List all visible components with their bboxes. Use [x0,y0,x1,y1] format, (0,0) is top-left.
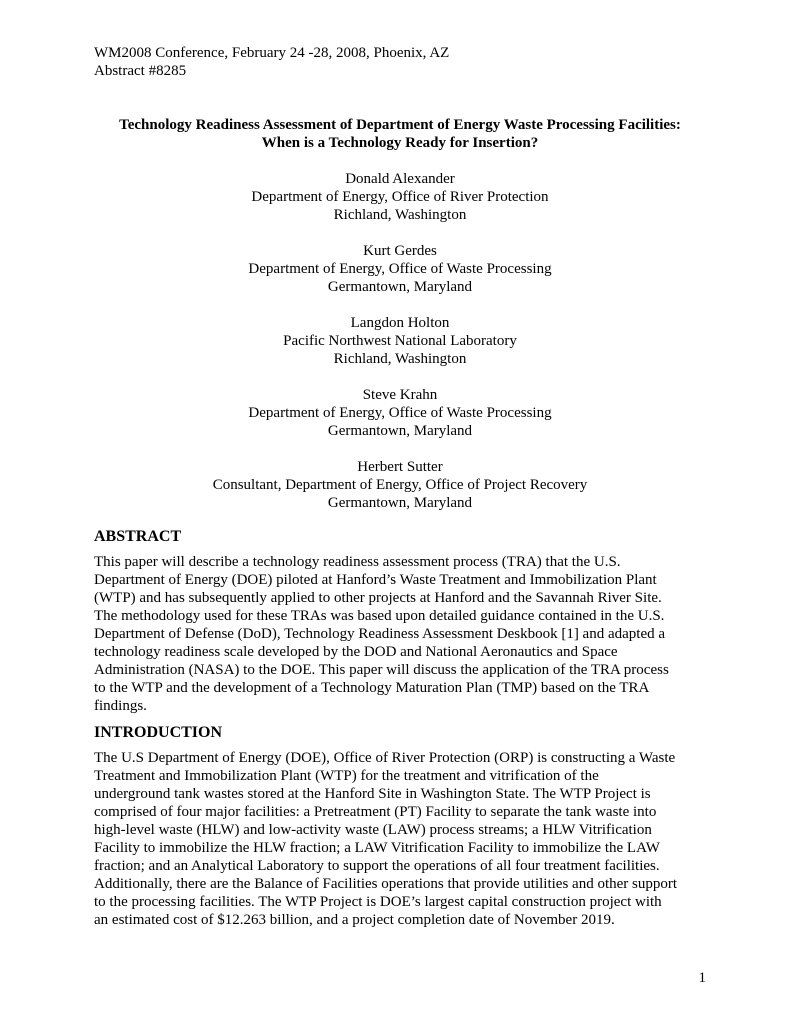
page-header [94,44,449,80]
author-location: Germantown, Maryland [327,495,473,511]
author-block [60,386,740,440]
author-affiliation: Consultant, Department of Energy, Office of Project Recovery [212,477,588,493]
text-line: This paper will describe a technology readiness assessment process (TRA) that the U.S. [94,554,621,570]
text-line: The methodology used for these TRAs was based upon detailed guidance contained in the U.S. [94,608,665,624]
author-affiliation: Pacific Northwest National Laboratory [283,333,517,349]
page-number: 1 [698,970,706,986]
text-line: Administration (NASA) to the DOE. This paper will discuss the application of the TRA process [94,662,669,678]
author-list [60,170,740,530]
author-affiliation: Department of Energy, Office of Waste Processing [248,405,552,421]
text-line: comprised of four major facilities: a Pretreatment (PT) Facility to separate the tank waste into [94,804,657,820]
title-line-2: When is a Technology Ready for Insertion? [261,135,539,151]
text-line: The U.S Department of Energy (DOE), Office of River Protection (ORP) is constructing a Waste [94,750,676,766]
author-location: Richland, Washington [333,207,467,223]
text-line: to the WTP and the development of a Technology Maturation Plan (TMP) based on the TRA [94,680,650,696]
author-block [60,242,740,296]
text-line: high-level waste (HLW) and low-activity waste (LAW) process streams; a HLW Vitrification [94,822,652,838]
conference-line: WM2008 Conference, February 24 -28, 2008, Phoenix, AZ [94,45,450,61]
author-affiliation: Department of Energy, Office of Waste Processing [248,261,552,277]
text-line: fraction; and an Analytical Laboratory to support the operations of all four treatment facilities. [94,858,660,874]
abstract-heading: ABSTRACT [94,528,182,545]
text-line: Department of Defense (DoD), Technology Readiness Assessment Deskbook [1] and adapted a [94,626,666,642]
text-line: (WTP) and has subsequently applied to other projects at Hanford and the Savannah River Site. [94,590,662,606]
author-block [60,458,740,512]
text-line: Treatment and Immobilization Plant (WTP) for the treatment and vitrification of the [94,768,599,784]
text-line: technology readiness scale developed by the DOD and National Aeronautics and Space [94,644,618,660]
author-affiliation: Department of Energy, Office of River Protection [251,189,549,205]
author-name: Donald Alexander [345,171,455,187]
author-name: Langdon Holton [350,315,450,331]
author-block [60,314,740,368]
author-name: Steve Krahn [362,387,438,403]
text-line: Department of Energy (DOE) piloted at Hanford’s Waste Treatment and Immobilization Plant [94,572,657,588]
abstract-number: Abstract #8285 [94,63,187,79]
author-location: Germantown, Maryland [327,279,473,295]
paper-title [60,116,740,152]
author-name: Herbert Sutter [357,459,443,475]
author-name: Kurt Gerdes [363,243,437,259]
introduction-paragraph [94,749,714,929]
text-line: to the processing facilities. The WTP Project is DOE’s largest capital construction project with [94,894,662,910]
text-line: findings. [94,698,147,714]
title-line-1: Technology Readiness Assessment of Department of Energy Waste Processing Facilities: [119,117,681,133]
text-line: underground tank wastes stored at the Hanford Site in Washington State. The WTP Project is [94,786,651,802]
author-block [60,170,740,224]
abstract-paragraph [94,553,714,715]
author-location: Richland, Washington [333,351,467,367]
author-location: Germantown, Maryland [327,423,473,439]
text-line: Additionally, there are the Balance of Facilities operations that provide utilities and other support [94,876,678,892]
text-line: Facility to immobilize the HLW fraction; a LAW Vitrification Facility to immobilize the LAW [94,840,660,856]
text-line: an estimated cost of $12.263 billion, and a project completion date of November 2019. [94,912,615,928]
introduction-heading: INTRODUCTION [94,724,223,741]
